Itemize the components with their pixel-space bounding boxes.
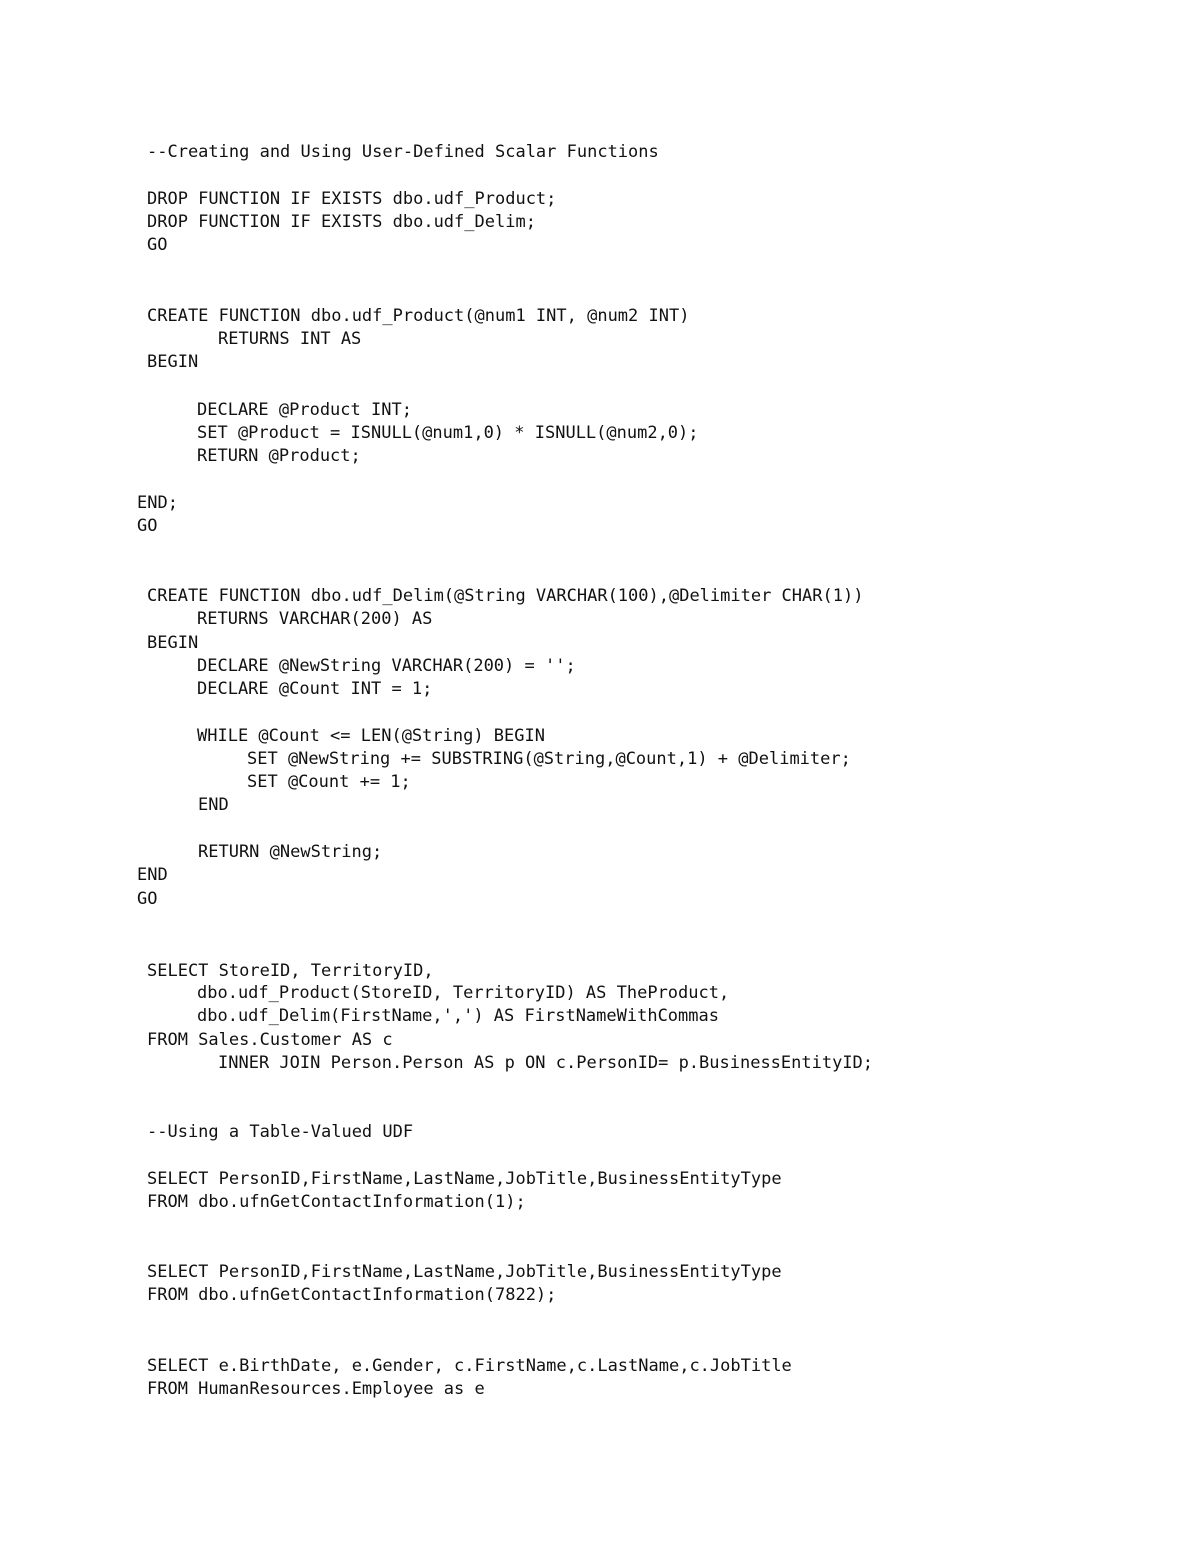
code-line: SELECT PersonID,FirstName,LastName,JobTitle,BusinessEntityType	[147, 1262, 782, 1282]
code-line: BEGIN	[147, 352, 199, 372]
code-line: CREATE FUNCTION dbo.udf_Delim(@String VARCHAR(100),@Delimiter CHAR(1))	[147, 586, 864, 606]
code-line: END;	[137, 493, 178, 513]
code-line: SELECT e.BirthDate, e.Gender, c.FirstName,c.LastName,c.JobTitle	[147, 1356, 792, 1376]
code-comment: --Using a Table-Valued UDF	[147, 1122, 414, 1142]
code-line: DECLARE @NewString VARCHAR(200) = '';	[197, 656, 576, 676]
code-line: RETURN @NewString;	[198, 842, 383, 862]
code-line: DECLARE @Product INT;	[197, 400, 412, 420]
code-line: END	[198, 795, 229, 815]
code-line: RETURNS INT AS	[218, 329, 362, 349]
code-line: FROM dbo.ufnGetContactInformation(1);	[147, 1192, 526, 1212]
code-line: GO	[137, 889, 158, 909]
code-line: SET @Product = ISNULL(@num1,0) * ISNULL(@num2,0);	[197, 423, 699, 443]
code-line: CREATE FUNCTION dbo.udf_Product(@num1 INT, @num2 INT)	[147, 306, 690, 326]
code-line: RETURN @Product;	[197, 446, 361, 466]
code-line: DROP FUNCTION IF EXISTS dbo.udf_Delim;	[147, 212, 536, 232]
code-line: SET @Count += 1;	[247, 772, 411, 792]
code-comment: --Creating and Using User-Defined Scalar Functions	[147, 142, 659, 162]
code-line: SELECT PersonID,FirstName,LastName,JobTitle,BusinessEntityType	[147, 1169, 782, 1189]
code-line: FROM dbo.ufnGetContactInformation(7822);	[147, 1285, 557, 1305]
code-line: dbo.udf_Product(StoreID, TerritoryID) AS TheProduct,	[197, 983, 730, 1003]
code-line: dbo.udf_Delim(FirstName,',') AS FirstNameWithCommas	[197, 1006, 719, 1026]
code-line: SET @NewString += SUBSTRING(@String,@Count,1) + @Delimiter;	[247, 749, 851, 769]
code-line: BEGIN	[147, 633, 199, 653]
code-line: DECLARE @Count INT = 1;	[197, 679, 433, 699]
code-line: DROP FUNCTION IF EXISTS dbo.udf_Product;	[147, 189, 557, 209]
code-line: RETURNS VARCHAR(200) AS	[197, 609, 433, 629]
code-line: GO	[137, 516, 158, 536]
code-line: INNER JOIN Person.Person AS p ON c.PersonID= p.BusinessEntityID;	[218, 1053, 874, 1073]
code-line: GO	[147, 235, 168, 255]
code-line: SELECT StoreID, TerritoryID,	[147, 961, 434, 981]
code-line: END	[137, 865, 168, 885]
code-line: WHILE @Count <= LEN(@String) BEGIN	[197, 726, 545, 746]
code-line: FROM Sales.Customer AS c	[147, 1030, 393, 1050]
code-line: FROM HumanResources.Employee as e	[147, 1379, 485, 1399]
